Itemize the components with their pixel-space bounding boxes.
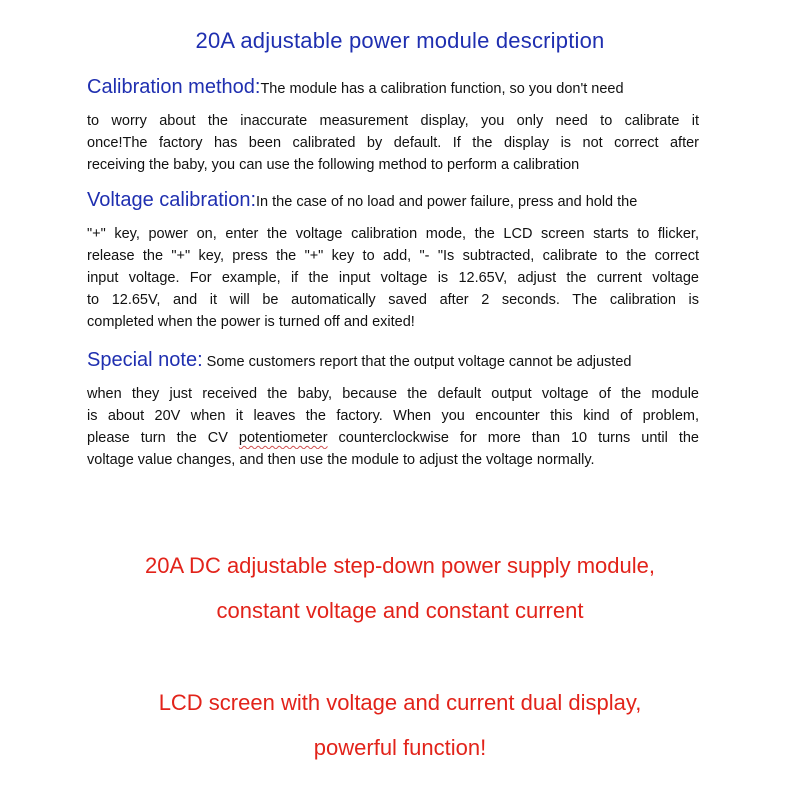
special-line: voltage value changes, and then use the module to adjust the voltage normally. — [87, 452, 595, 468]
special-line3-post: counterclockwise for more than 10 turns until the — [327, 430, 699, 446]
promo-line-3: LCD screen with voltage and current dual display, — [158, 690, 642, 715]
voltage-line: input voltage. For example, if the input voltage is 12.65V, adjust the current voltage — [87, 270, 699, 286]
special-first-line — [87, 345, 699, 375]
special-lede: Some customers report that the output voltage cannot be adjusted — [202, 354, 632, 370]
promo-line-1: 20A DC adjustable step-down power supply module, — [145, 553, 655, 578]
special-heading: Special note: — [87, 349, 203, 371]
voltage-lede: In the case of no load and power failure, press and hold the — [256, 194, 638, 210]
voltage-line: completed when the power is turned off and exited! — [87, 314, 415, 330]
calibration-section — [87, 72, 699, 176]
calibration-line: receiving the baby, you can use the following method to perform a calibration — [87, 157, 580, 173]
special-line: when they just received the baby, because the default output voltage of the module — [87, 386, 699, 402]
voltage-line: release the "+" key, press the "+" key to add, "- "Is subtracted, calibrate to the correct — [87, 248, 699, 264]
document-title: 20A adjustable power module description — [195, 28, 605, 53]
voltage-section — [87, 185, 699, 333]
special-line3-pre: please turn the CV — [87, 430, 239, 446]
calibration-heading: Calibration method: — [87, 76, 261, 98]
special-line — [87, 427, 699, 449]
calibration-first-line — [87, 72, 699, 102]
promo-line-2: constant voltage and constant current — [216, 598, 584, 623]
calibration-line: once!The factory has been calibrated by default. If the display is not correct after — [87, 135, 699, 151]
calibration-lede: The module has a calibration function, so you don't need — [260, 81, 624, 97]
special-line: is about 20V when it leaves the factory. When you encounter this kind of problem, — [87, 408, 699, 424]
promo-line-4: powerful function! — [313, 735, 487, 760]
special-note-section — [87, 345, 699, 471]
spellcheck-word: potentiometer — [238, 430, 328, 446]
voltage-line: to 12.65V, and it will be automatically saved after 2 seconds. The calibration is — [87, 292, 699, 308]
voltage-heading: Voltage calibration: — [87, 189, 257, 211]
voltage-line: "+" key, power on, enter the voltage calibration mode, the LCD screen starts to flicker, — [87, 226, 699, 242]
voltage-first-line — [87, 185, 699, 215]
calibration-line: to worry about the inaccurate measurement display, you only need to calibrate it — [87, 113, 699, 129]
